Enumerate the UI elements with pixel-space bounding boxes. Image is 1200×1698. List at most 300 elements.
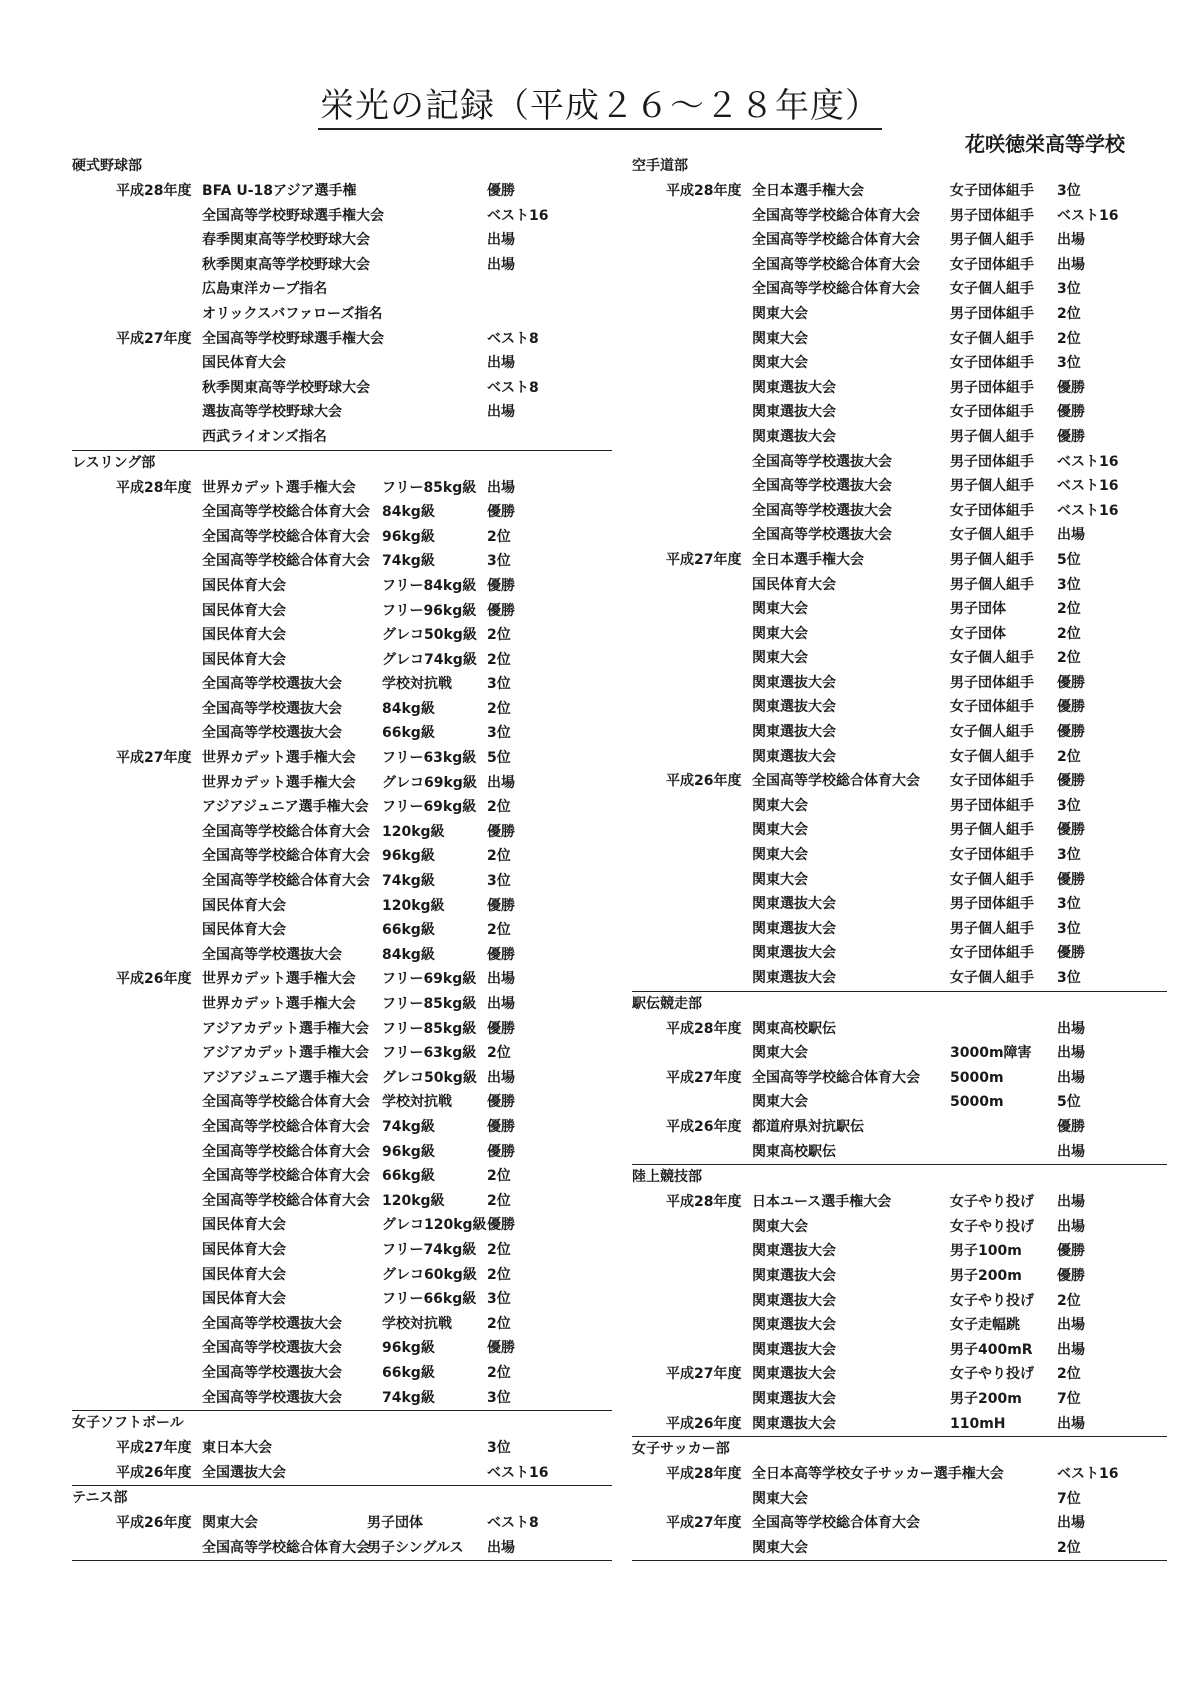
record-detail: フリー66kg級 — [382, 1291, 477, 1308]
record-row — [632, 1215, 1167, 1240]
record-result: 優勝 — [487, 504, 515, 521]
record-event: 全国高等学校選抜大会 — [202, 1340, 342, 1357]
record-row — [632, 720, 1167, 745]
record-detail: 96kg級 — [382, 848, 435, 865]
record-result: 2位 — [1057, 601, 1081, 618]
record-result: 出場 — [1057, 256, 1085, 273]
record-detail: 学校対抗戦 — [382, 1315, 452, 1332]
record-year: 平成27年度 — [116, 330, 192, 347]
record-row — [72, 351, 612, 376]
record-result: 出場 — [1057, 1218, 1085, 1235]
record-row — [72, 869, 612, 894]
record-event: 全国高等学校総合体育大会 — [202, 553, 370, 570]
page-title: 栄光の記録（平成２６～２８年度） — [0, 78, 1200, 127]
section-divider — [72, 1560, 612, 1561]
record-result: ベスト16 — [1057, 453, 1119, 470]
right-column — [632, 154, 1167, 1561]
record-detail: フリー63kg級 — [382, 1045, 477, 1062]
record-row — [72, 746, 612, 771]
record-result: 2位 — [487, 700, 511, 717]
record-detail: 74kg級 — [382, 1118, 435, 1135]
record-year: 平成26年度 — [666, 1118, 742, 1135]
record-row — [72, 500, 612, 525]
record-event: 全国高等学校選抜大会 — [752, 502, 892, 519]
record-result: 優勝 — [1057, 871, 1085, 888]
record-event: 世界カデット選手権大会 — [202, 971, 356, 988]
record-event: 世界カデット選手権大会 — [202, 479, 356, 496]
record-row — [632, 622, 1167, 647]
record-result: 2位 — [487, 1168, 511, 1185]
record-row — [632, 646, 1167, 671]
record-result: 優勝 — [487, 946, 515, 963]
record-year: 平成28年度 — [666, 1020, 742, 1037]
record-result: 7位 — [1057, 1390, 1081, 1407]
record-result: 優勝 — [487, 1340, 515, 1357]
record-result: 2位 — [487, 1315, 511, 1332]
record-row — [632, 302, 1167, 327]
record-detail: 女子やり投げ — [950, 1292, 1034, 1309]
record-detail: 男子個人組手 — [950, 428, 1034, 445]
record-detail: 女子やり投げ — [950, 1366, 1034, 1383]
section-heading: 陸上競技部 — [632, 1169, 702, 1186]
record-event: 関東大会 — [752, 650, 808, 667]
left-column — [72, 154, 612, 1561]
record-row — [632, 1338, 1167, 1363]
record-event: 全国高等学校野球選手権大会 — [202, 330, 384, 347]
record-event: 国民体育大会 — [202, 602, 286, 619]
record-row — [72, 1511, 612, 1536]
record-detail: 女子個人組手 — [950, 330, 1034, 347]
record-detail: 84kg級 — [382, 700, 435, 717]
record-result: ベスト8 — [487, 379, 539, 396]
record-row — [72, 425, 612, 450]
record-result: 5位 — [1057, 551, 1081, 568]
record-row — [632, 1511, 1167, 1536]
record-detail: 男子団体 — [367, 1515, 423, 1532]
record-row — [632, 1536, 1167, 1561]
record-year: 平成28年度 — [666, 183, 742, 199]
record-event: 都道府県対抗駅伝 — [752, 1118, 864, 1135]
record-detail: 女子団体組手 — [950, 256, 1034, 273]
record-event: 関東選抜大会 — [752, 920, 836, 937]
record-event: 全国高等学校選抜大会 — [752, 478, 892, 495]
record-row — [72, 721, 612, 746]
section-heading: 空手道部 — [632, 158, 688, 174]
record-result: 優勝 — [1057, 724, 1085, 741]
record-detail: 男子個人組手 — [950, 822, 1034, 839]
record-row — [632, 745, 1167, 770]
record-row — [72, 992, 612, 1017]
record-event: 全国高等学校野球選手権大会 — [202, 207, 384, 224]
record-result: 優勝 — [1057, 945, 1085, 962]
section-heading: テニス部 — [72, 1490, 128, 1507]
record-row — [632, 327, 1167, 352]
record-result: 優勝 — [487, 1020, 515, 1037]
record-event: 国民体育大会 — [202, 1217, 286, 1234]
record-result: 優勝 — [1057, 428, 1085, 445]
record-detail: 女子走幅跳 — [950, 1317, 1020, 1334]
record-result: 優勝 — [487, 577, 515, 594]
record-result: 出場 — [487, 232, 515, 249]
record-event: 関東大会 — [202, 1515, 258, 1532]
record-event: 世界カデット選手権大会 — [202, 996, 356, 1012]
record-result: 3位 — [487, 725, 511, 742]
record-event: 全国高等学校総合体育大会 — [202, 823, 370, 840]
record-event: 全国高等学校総合体育大会 — [202, 528, 370, 545]
record-event: 国民体育大会 — [202, 577, 286, 594]
record-result: 優勝 — [1057, 1243, 1085, 1260]
record-result: 出場 — [1057, 232, 1085, 249]
record-detail: 女子やり投げ — [950, 1218, 1034, 1235]
record-detail: 男子200m — [950, 1390, 1022, 1407]
record-detail: 女子個人組手 — [950, 748, 1034, 765]
record-event: 関東大会 — [752, 1094, 808, 1111]
record-result: 2位 — [487, 627, 511, 644]
record-event: 秋季関東高等学校野球大会 — [202, 379, 370, 396]
record-event: 関東高校駅伝 — [752, 1020, 836, 1037]
record-row — [72, 1386, 612, 1411]
record-event: 全国高等学校選抜大会 — [202, 946, 342, 963]
record-result: 出場 — [1057, 1317, 1085, 1334]
record-year: 平成27年度 — [666, 551, 742, 568]
record-event: 全国高等学校選抜大会 — [202, 1389, 342, 1406]
record-event: 全国高等学校総合体育大会 — [202, 1168, 370, 1185]
record-row — [632, 1041, 1167, 1066]
record-detail: 66kg級 — [382, 922, 435, 939]
record-row — [72, 1436, 612, 1461]
record-event: 関東大会 — [752, 871, 808, 888]
record-detail: 74kg級 — [382, 1389, 435, 1406]
record-row — [632, 1313, 1167, 1338]
record-row — [72, 623, 612, 648]
record-event: 関東選抜大会 — [752, 428, 836, 445]
record-detail: 120kg級 — [382, 897, 445, 914]
record-result: 3位 — [1057, 355, 1081, 372]
record-row — [632, 941, 1167, 966]
record-event: 全国高等学校総合体育大会 — [752, 207, 920, 224]
record-event: アジアジュニア選手権大会 — [202, 1069, 369, 1086]
record-detail: フリー96kg級 — [382, 602, 477, 619]
record-row — [632, 499, 1167, 524]
record-result: 3位 — [487, 1440, 511, 1457]
record-result: 3位 — [487, 1389, 511, 1406]
record-row — [72, 943, 612, 968]
record-result: 2位 — [487, 651, 511, 668]
record-result: 2位 — [1057, 330, 1081, 347]
record-event: 全国高等学校選抜大会 — [202, 725, 342, 742]
record-result: 出場 — [1057, 1045, 1085, 1062]
record-detail: 110mH — [950, 1415, 1006, 1432]
record-row — [72, 327, 612, 352]
record-row — [72, 1041, 612, 1066]
record-detail: 女子団体組手 — [950, 404, 1034, 421]
section-heading: 硬式野球部 — [72, 158, 142, 174]
record-result: 優勝 — [487, 1118, 515, 1135]
record-row — [72, 1189, 612, 1214]
record-event: 関東高校駅伝 — [752, 1143, 836, 1160]
record-row — [72, 771, 612, 796]
record-event: オリックスバファローズ指名 — [202, 305, 383, 322]
record-result: ベスト16 — [487, 207, 549, 224]
record-event: 国民体育大会 — [202, 1266, 286, 1283]
record-event: 全国高等学校総合体育大会 — [202, 848, 370, 865]
record-event: 国民体育大会 — [752, 576, 836, 593]
record-result: 2位 — [487, 528, 511, 545]
record-row — [632, 1412, 1167, 1437]
record-result: 2位 — [1057, 1539, 1081, 1556]
record-row — [72, 1287, 612, 1312]
record-event: 国民体育大会 — [202, 897, 286, 914]
record-event: 全国高等学校選抜大会 — [202, 1364, 342, 1381]
record-event: 全国高等学校総合体育大会 — [752, 1515, 920, 1532]
record-result: 2位 — [487, 1192, 511, 1209]
record-result: 2位 — [487, 1266, 511, 1283]
record-row — [632, 1140, 1167, 1165]
record-result: 優勝 — [487, 183, 515, 199]
record-event: 秋季関東高等学校野球大会 — [202, 256, 370, 273]
record-event: 国民体育大会 — [202, 651, 286, 668]
record-result: 2位 — [487, 848, 511, 865]
record-result: 出場 — [1057, 527, 1085, 544]
record-result: 優勝 — [1057, 773, 1085, 790]
record-event: 全国高等学校選抜大会 — [202, 1315, 342, 1332]
record-result: 出場 — [487, 404, 515, 421]
record-result: 出場 — [487, 1069, 515, 1086]
record-detail: 5000m — [950, 1094, 1004, 1111]
record-event: 全国高等学校総合体育大会 — [202, 1192, 370, 1209]
record-result: 出場 — [487, 971, 515, 988]
record-detail: 5000m — [950, 1069, 1004, 1086]
record-row — [72, 1164, 612, 1189]
record-row — [72, 574, 612, 599]
record-year: 平成26年度 — [116, 1464, 192, 1481]
record-detail: 男子個人組手 — [950, 920, 1034, 937]
record-detail: グレコ69kg級 — [382, 774, 477, 791]
record-event: 全国選抜大会 — [202, 1464, 286, 1481]
record-detail: 男子100m — [950, 1243, 1022, 1260]
record-row — [632, 1115, 1167, 1140]
record-result: 出場 — [1057, 1515, 1085, 1532]
section-heading: レスリング部 — [72, 454, 156, 471]
record-row — [72, 1213, 612, 1238]
record-result: 3位 — [487, 553, 511, 570]
record-row — [632, 277, 1167, 302]
record-event: 国民体育大会 — [202, 1291, 286, 1308]
record-event: 関東大会 — [752, 1218, 808, 1235]
record-row — [632, 1289, 1167, 1314]
record-row — [72, 672, 612, 697]
record-result: 優勝 — [487, 1094, 515, 1111]
record-result: ベスト16 — [487, 1464, 549, 1481]
record-detail: 男子個人組手 — [950, 232, 1034, 249]
record-result: 3位 — [1057, 920, 1081, 937]
record-event: 全日本選手権大会 — [752, 551, 864, 568]
record-detail: 女子団体組手 — [950, 183, 1034, 199]
record-year: 平成26年度 — [666, 773, 742, 790]
record-row — [632, 966, 1167, 991]
record-result: 出場 — [487, 774, 515, 791]
record-event: 全国高等学校総合体育大会 — [202, 873, 370, 890]
record-row — [72, 1140, 612, 1165]
record-event: アジアカデット選手権大会 — [202, 1045, 370, 1062]
record-year: 平成27年度 — [116, 750, 192, 767]
record-result: 出場 — [1057, 1143, 1085, 1160]
record-result: 2位 — [1057, 650, 1081, 667]
record-row — [72, 1017, 612, 1042]
record-event: 関東大会 — [752, 601, 808, 618]
record-event: 関東大会 — [752, 797, 808, 814]
record-row — [72, 253, 612, 278]
record-result: 3位 — [1057, 970, 1081, 986]
record-row — [632, 1090, 1167, 1115]
record-detail: フリー63kg級 — [382, 750, 477, 767]
record-detail: フリー85kg級 — [382, 479, 477, 496]
record-result: 出場 — [1057, 1020, 1085, 1037]
record-result: 2位 — [487, 1045, 511, 1062]
record-detail: グレコ74kg級 — [382, 651, 477, 668]
section-heading: 駅伝競走部 — [632, 995, 702, 1012]
record-detail: 120kg級 — [382, 1192, 445, 1209]
record-row — [72, 1263, 612, 1288]
record-result: 優勝 — [487, 823, 515, 840]
record-detail: 66kg級 — [382, 725, 435, 742]
record-row — [632, 695, 1167, 720]
record-detail: 66kg級 — [382, 1364, 435, 1381]
record-event: 関東大会 — [752, 625, 808, 642]
record-detail: 66kg級 — [382, 1168, 435, 1185]
record-detail: 3000m障害 — [950, 1045, 1032, 1062]
record-event: 全国高等学校総合体育大会 — [202, 1143, 370, 1160]
record-year: 平成26年度 — [116, 1515, 192, 1532]
record-event: 国民体育大会 — [202, 627, 286, 644]
record-detail: 男子個人組手 — [950, 576, 1034, 593]
record-result: 優勝 — [1057, 674, 1085, 691]
record-year: 平成28年度 — [666, 1466, 742, 1483]
record-result: 3位 — [487, 676, 511, 693]
record-year: 平成28年度 — [116, 183, 192, 199]
record-event: 関東大会 — [752, 330, 808, 347]
record-event: 全国高等学校総合体育大会 — [752, 281, 920, 298]
record-row — [72, 228, 612, 253]
record-year: 平成27年度 — [116, 1440, 192, 1457]
record-event: 世界カデット選手権大会 — [202, 774, 356, 791]
record-row — [72, 1090, 612, 1115]
record-event: 関東選抜大会 — [752, 1267, 836, 1284]
record-event: 日本ユース選手権大会 — [752, 1194, 892, 1211]
record-row — [72, 918, 612, 943]
record-event: 全国高等学校選抜大会 — [202, 700, 342, 717]
record-detail: 女子個人組手 — [950, 281, 1034, 298]
record-event: 全国高等学校選抜大会 — [752, 453, 892, 470]
record-row — [632, 917, 1167, 942]
record-detail: フリー69kg級 — [382, 799, 477, 816]
record-detail: グレコ50kg級 — [382, 627, 477, 644]
record-year: 平成27年度 — [666, 1069, 742, 1086]
record-event: 全日本選手権大会 — [752, 183, 864, 199]
record-detail: 男子団体組手 — [950, 305, 1034, 322]
record-event: アジアジュニア選手権大会 — [202, 799, 369, 816]
record-row — [72, 179, 612, 204]
record-event: 全国高等学校選抜大会 — [752, 527, 892, 544]
record-result: 2位 — [487, 1241, 511, 1258]
record-event: 関東選抜大会 — [752, 1390, 836, 1407]
record-detail: 男子個人組手 — [950, 478, 1034, 495]
record-row — [632, 573, 1167, 598]
record-row — [632, 179, 1167, 204]
record-detail: フリー84kg級 — [382, 577, 477, 594]
record-detail: 男子400mR — [950, 1341, 1033, 1358]
record-detail: 96kg級 — [382, 528, 435, 545]
record-event: 関東大会 — [752, 847, 808, 864]
record-event: 全国高等学校総合体育大会 — [752, 1069, 920, 1086]
record-result: 優勝 — [487, 897, 515, 914]
record-event: 国民体育大会 — [202, 922, 286, 939]
record-detail: 男子団体組手 — [950, 379, 1034, 396]
record-event: 広島東洋カープ指名 — [202, 281, 328, 298]
record-event: 全国高等学校選抜大会 — [202, 676, 342, 693]
record-result: 3位 — [1057, 847, 1081, 864]
record-event: 春季関東高等学校野球大会 — [202, 232, 370, 249]
record-row — [632, 425, 1167, 450]
record-detail: フリー85kg級 — [382, 1020, 477, 1037]
record-result: 出場 — [1057, 1194, 1085, 1211]
record-row — [72, 204, 612, 229]
record-result: 出場 — [487, 996, 515, 1012]
record-result: 優勝 — [1057, 1118, 1085, 1135]
record-result: 出場 — [1057, 1415, 1085, 1432]
record-result: 3位 — [487, 1291, 511, 1308]
record-event: 西武ライオンズ指名 — [202, 428, 327, 445]
record-row — [72, 599, 612, 624]
record-row — [632, 1462, 1167, 1487]
record-row — [72, 400, 612, 425]
record-detail: 74kg級 — [382, 553, 435, 570]
record-row — [632, 400, 1167, 425]
record-row — [632, 523, 1167, 548]
record-detail: 男子団体 — [950, 601, 1006, 618]
record-detail: 120kg級 — [382, 823, 445, 840]
record-event: 関東選抜大会 — [752, 674, 836, 691]
record-detail: 96kg級 — [382, 1340, 435, 1357]
record-event: 関東選抜大会 — [752, 748, 836, 765]
record-row — [632, 818, 1167, 843]
record-row — [72, 967, 612, 992]
record-row — [72, 820, 612, 845]
record-event: 関東大会 — [752, 1045, 808, 1062]
record-result: ベスト16 — [1057, 502, 1119, 519]
record-event: 関東選抜大会 — [752, 896, 836, 913]
record-row — [632, 474, 1167, 499]
record-detail: 84kg級 — [382, 946, 435, 963]
record-result: 2位 — [487, 799, 511, 816]
record-result: ベスト16 — [1057, 207, 1119, 224]
record-result: 出場 — [487, 256, 515, 273]
record-result: ベスト8 — [487, 1515, 539, 1532]
record-event: 全国高等学校総合体育大会 — [752, 256, 920, 273]
record-event: 関東選抜大会 — [752, 1341, 836, 1358]
record-result: 2位 — [1057, 1292, 1081, 1309]
record-detail: フリー74kg級 — [382, 1241, 477, 1258]
record-row — [72, 549, 612, 574]
record-event: 関東選抜大会 — [752, 1243, 836, 1260]
record-row — [632, 1239, 1167, 1264]
record-detail: 女子やり投げ — [950, 1194, 1034, 1211]
record-event: 関東選抜大会 — [752, 1317, 836, 1334]
record-detail: グレコ120kg級 — [382, 1217, 487, 1234]
record-row — [632, 868, 1167, 893]
record-result: 優勝 — [1057, 1267, 1085, 1284]
record-event: 関東大会 — [752, 1539, 808, 1556]
